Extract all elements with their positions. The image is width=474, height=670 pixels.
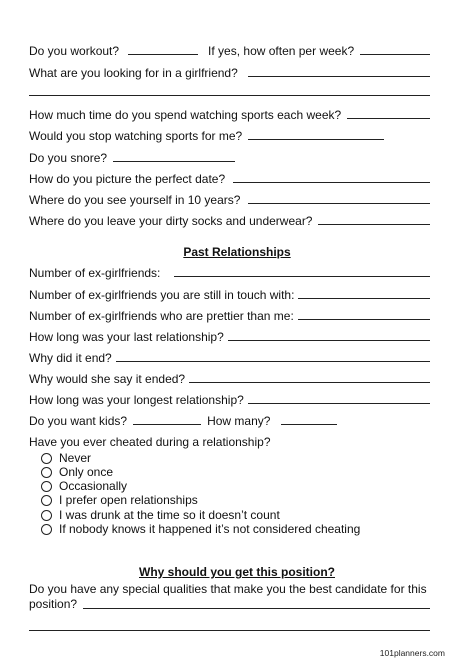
she-say-label: Why would she say it ended? bbox=[29, 372, 186, 386]
how-often-label: If yes, how often per week? bbox=[208, 44, 355, 58]
position-heading: Why should you get this position? bbox=[139, 565, 335, 579]
longest-row bbox=[29, 389, 430, 407]
kids-label: Do you want kids? bbox=[29, 414, 128, 428]
why-end-field[interactable] bbox=[116, 361, 430, 362]
workout-row bbox=[29, 40, 430, 58]
sports-time-label: How much time do you spend watching sports each week? bbox=[29, 108, 342, 122]
qualities-line2-row bbox=[29, 597, 430, 612]
option-label: Never bbox=[59, 451, 92, 465]
workout-label: Do you workout? bbox=[29, 44, 120, 58]
longest-field[interactable] bbox=[248, 403, 430, 404]
sports-time-row bbox=[29, 104, 430, 122]
qualities-text-line1: Do you have any special qualities that make you the best candidate for this bbox=[29, 582, 427, 596]
option-label: If nobody knows it happened it’s not considered cheating bbox=[59, 522, 361, 536]
footer-brand: 101planners.com bbox=[379, 648, 445, 658]
stop-sports-label: Would you stop watching sports for me? bbox=[29, 129, 243, 143]
radio-button[interactable] bbox=[41, 467, 52, 478]
snore-field[interactable] bbox=[113, 161, 235, 162]
why-end-label: Why did it end? bbox=[29, 351, 112, 365]
radio-button[interactable] bbox=[41, 495, 52, 506]
kids-row bbox=[29, 410, 430, 428]
cheated-option-only-once[interactable] bbox=[41, 465, 113, 479]
last-relationship-field[interactable] bbox=[228, 340, 430, 341]
ten-years-label: Where do you see yourself in 10 years? bbox=[29, 193, 241, 207]
sports-time-field[interactable] bbox=[347, 118, 430, 119]
prettier-row bbox=[29, 305, 430, 323]
kids-field[interactable] bbox=[133, 424, 201, 425]
cheated-row bbox=[29, 431, 430, 449]
prettier-field[interactable] bbox=[298, 319, 430, 320]
stop-sports-row bbox=[29, 125, 430, 143]
qualities-field[interactable] bbox=[83, 608, 430, 609]
option-label: I prefer open relationships bbox=[59, 493, 198, 507]
dirty-socks-row bbox=[29, 210, 430, 228]
ten-years-row bbox=[29, 189, 430, 207]
cheated-option-occasionally[interactable] bbox=[41, 479, 127, 493]
cheated-label: Have you ever cheated during a relationship? bbox=[29, 435, 271, 449]
dirty-socks-field[interactable] bbox=[318, 224, 430, 225]
radio-button[interactable] bbox=[41, 481, 52, 492]
radio-button[interactable] bbox=[41, 510, 52, 521]
snore-row bbox=[29, 147, 430, 165]
stop-sports-field[interactable] bbox=[248, 139, 384, 140]
perfect-date-label: How do you picture the perfect date? bbox=[29, 172, 226, 186]
perfect-date-field[interactable] bbox=[233, 182, 430, 183]
snore-label: Do you snore? bbox=[29, 151, 108, 165]
how-many-label: How many? bbox=[207, 414, 271, 428]
in-touch-label: Number of ex-girlfriends you are still in touch with: bbox=[29, 288, 295, 302]
cheated-option-drunk[interactable] bbox=[41, 508, 280, 522]
radio-button[interactable] bbox=[41, 453, 52, 464]
looking-for-row bbox=[29, 62, 430, 80]
cheated-option-open[interactable] bbox=[41, 493, 198, 507]
how-often-field[interactable] bbox=[360, 54, 430, 55]
qualities-text-line2: position? bbox=[29, 597, 78, 611]
ex-count-field[interactable] bbox=[174, 276, 430, 277]
prettier-label: Number of ex-girlfriends who are prettier than me: bbox=[29, 309, 294, 323]
ten-years-field[interactable] bbox=[248, 203, 430, 204]
in-touch-row bbox=[29, 284, 430, 302]
option-label: I was drunk at the time so it doesn’t count bbox=[59, 508, 280, 522]
last-relationship-label: How long was your last relationship? bbox=[29, 330, 224, 344]
looking-for-label: What are you looking for in a girlfriend? bbox=[29, 66, 238, 80]
past-relationships-heading: Past Relationships bbox=[183, 245, 291, 259]
qualities-question bbox=[29, 582, 430, 612]
how-many-field[interactable] bbox=[281, 424, 337, 425]
radio-button[interactable] bbox=[41, 524, 52, 535]
looking-for-extra-line[interactable] bbox=[29, 95, 430, 96]
she-say-row bbox=[29, 368, 430, 386]
option-label: Only once bbox=[59, 465, 114, 479]
qualities-extra-line[interactable] bbox=[29, 630, 430, 631]
workout-field[interactable] bbox=[128, 54, 198, 55]
last-relationship-row bbox=[29, 326, 430, 344]
she-say-field[interactable] bbox=[189, 382, 430, 383]
in-touch-field[interactable] bbox=[298, 298, 430, 299]
longest-label: How long was your longest relationship? bbox=[29, 393, 244, 407]
dirty-socks-label: Where do you leave your dirty socks and underwear? bbox=[29, 214, 313, 228]
why-end-row bbox=[29, 347, 430, 365]
cheated-option-nobody-knows[interactable] bbox=[41, 522, 360, 536]
perfect-date-row bbox=[29, 168, 430, 186]
option-label: Occasionally bbox=[59, 479, 128, 493]
ex-count-label: Number of ex-girlfriends: bbox=[29, 266, 161, 280]
ex-count-row bbox=[29, 262, 430, 280]
looking-for-field[interactable] bbox=[248, 76, 430, 77]
cheated-option-never[interactable] bbox=[41, 451, 91, 465]
